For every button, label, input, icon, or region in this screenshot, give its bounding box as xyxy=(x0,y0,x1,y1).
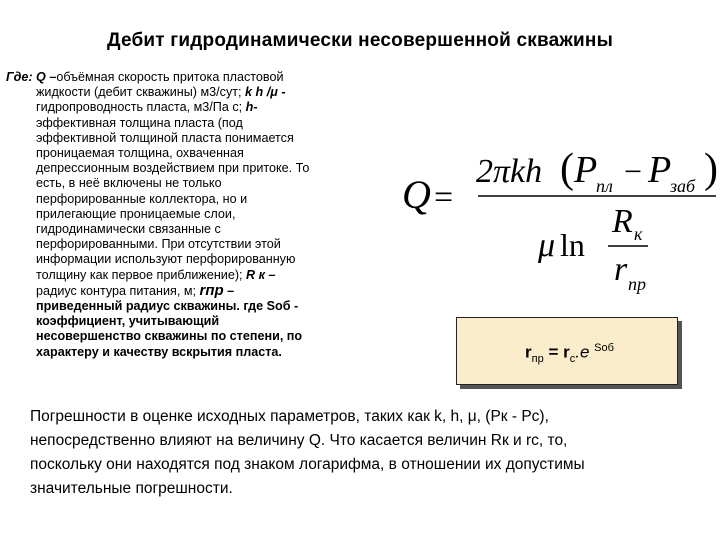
formula-p-zab: P xyxy=(648,149,672,191)
formula-svg xyxy=(398,140,720,310)
box-r: r xyxy=(525,342,532,362)
para-line: поскольку они находятся под знаком логарифма, в отношении их допустимы xyxy=(30,456,585,473)
def-line: перфорированными. При отсутствии этой xyxy=(36,237,281,252)
def-text: толщину как первое приближение); xyxy=(36,267,243,282)
def-text: радиус контура питания, м; xyxy=(36,283,196,298)
debit-formula xyxy=(398,140,720,310)
def-dash: – xyxy=(227,283,235,298)
def-text: объёмная скорость притока пластовой xyxy=(56,70,284,84)
def-line: информации используют перфорированную xyxy=(36,252,296,267)
def-line: коэффициент, учитывающий xyxy=(36,314,220,329)
def-rpr-symbol: rпр xyxy=(199,281,224,299)
para-line: непосредственно влияют на величину Q. Что касается величин Rк и rс, то, xyxy=(30,432,568,449)
def-rk-symbol: R к – xyxy=(246,267,276,282)
box-s-sup: Sоб xyxy=(594,342,614,354)
conclusion-paragraph xyxy=(30,405,690,501)
def-line: прилегающие проницаемые слои, xyxy=(36,206,236,221)
formula-equals: = xyxy=(434,179,454,216)
def-line: гидродинамически связанные с xyxy=(36,222,221,237)
def-q-symbol: Где: Q – xyxy=(6,70,57,84)
box-e: .e xyxy=(575,342,590,362)
formula-ln: ln xyxy=(560,227,585,263)
formula-minus: − xyxy=(624,153,643,189)
formula-right-paren: ) xyxy=(704,146,718,192)
formula-r-k: R xyxy=(612,203,633,240)
formula-mu: μ xyxy=(538,227,556,264)
def-kh-symbol: k h /μ xyxy=(245,85,278,100)
def-line: депрессионным воздействием при притоке. То xyxy=(36,161,310,176)
def-h-symbol: h- xyxy=(245,100,258,115)
reduced-radius-formula xyxy=(525,342,614,365)
page-title: Дебит гидродинамически несовершенной скважины xyxy=(106,30,613,51)
formula-p-pl-sub: пл xyxy=(596,176,613,196)
def-line xyxy=(6,100,388,115)
def-line xyxy=(6,283,388,299)
def-line: приведенный радиус скважины. где Sоб - xyxy=(36,299,299,314)
def-line: проницаемая толщина, охваченная xyxy=(36,146,244,161)
formula-q: Q xyxy=(402,172,431,217)
def-text: гидропроводность пласта, м3/Па с; xyxy=(36,100,243,115)
def-line: есть, в неё включены не только xyxy=(36,176,222,191)
def-line: перфорированные коллектора, но и xyxy=(36,191,248,206)
formula-left-paren: ( xyxy=(560,146,574,192)
para-line: значительные погрешности. xyxy=(30,480,233,497)
box-eq-rc: = r xyxy=(548,342,570,362)
formula-p-pl: P xyxy=(574,149,598,191)
def-line: характеру и качеству вскрытия пласта. xyxy=(36,344,282,359)
formula-r-pr: r xyxy=(614,251,628,288)
def-line: несовершенство скважины по степени, по xyxy=(36,329,303,344)
formula-r-k-sub: к xyxy=(634,224,643,244)
formula-p-zab-sub: заб xyxy=(670,176,696,196)
def-line xyxy=(6,85,388,100)
def-line: эффективной толщиной пласта понимается xyxy=(36,130,294,145)
para-line: Погрешности в оценке исходных параметров, таких как k, h, μ, (Рк - Рс), xyxy=(30,408,549,425)
formula-r-pr-sub: пр xyxy=(628,274,646,294)
def-dash: - xyxy=(281,85,286,100)
box-r-sub: пр xyxy=(531,353,544,366)
def-line xyxy=(6,70,388,85)
definitions-block xyxy=(6,70,388,360)
def-line: эффективная толщина пласта (под xyxy=(36,115,243,130)
def-text: жидкости (дебит скважины) м3/сут; xyxy=(36,85,242,100)
box-rc-sub: с xyxy=(569,353,576,366)
formula-numerator-coef: 2πkh xyxy=(476,153,543,190)
reduced-radius-box xyxy=(456,317,678,385)
def-line xyxy=(6,268,388,283)
